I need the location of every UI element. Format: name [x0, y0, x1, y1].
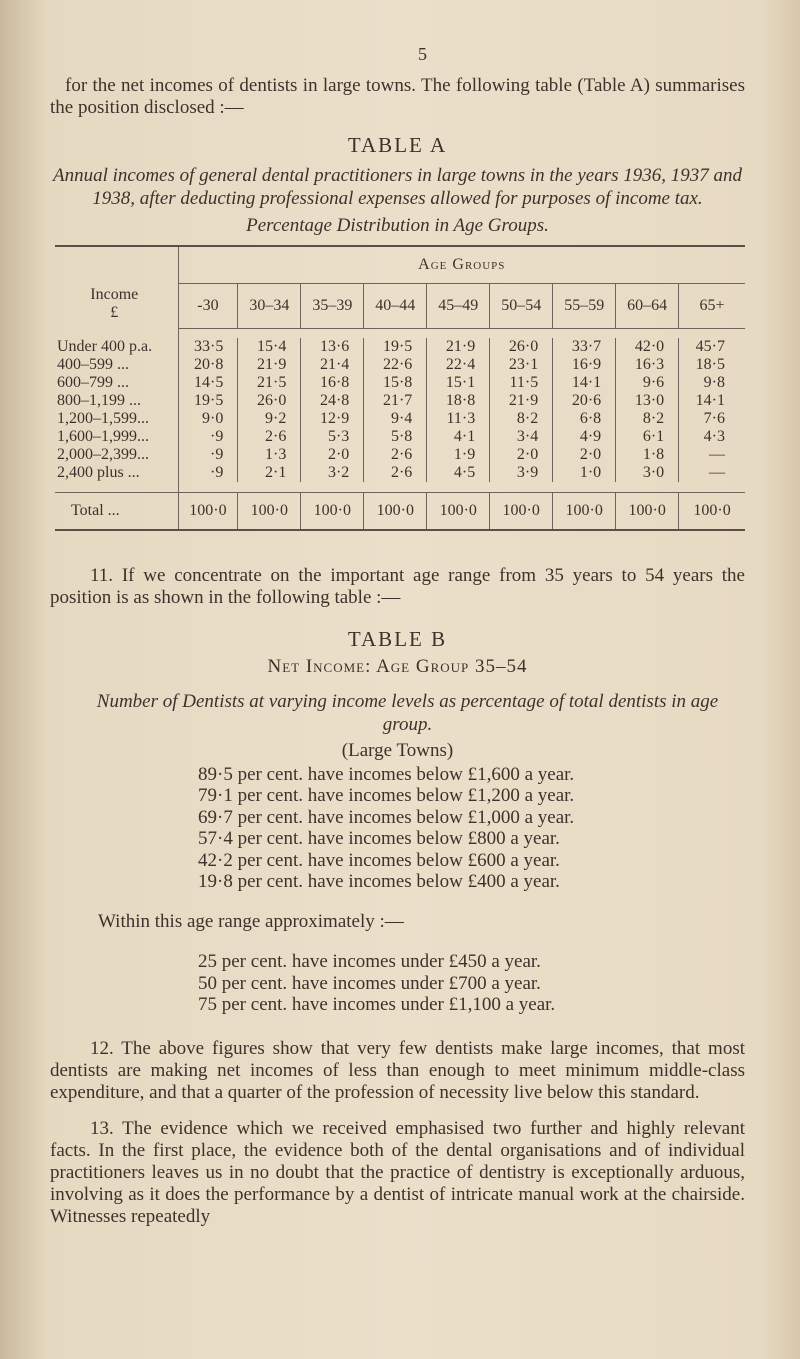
cell-value: 20·8 — [178, 356, 238, 374]
column-header: 30–34 — [238, 283, 301, 328]
cell-value: 16·9 — [553, 356, 616, 374]
column-header: 60–64 — [616, 283, 679, 328]
table-b-title: TABLE B — [347, 626, 448, 651]
cell-value: — — [679, 464, 745, 482]
cell-value: 5·3 — [301, 428, 364, 446]
cell-value: 3·0 — [616, 464, 679, 482]
total-value: 100·0 — [238, 492, 301, 529]
age-groups-header: Age Groups — [178, 247, 745, 283]
total-value: 100·0 — [178, 492, 238, 529]
cell-value: 15·8 — [364, 374, 427, 392]
cell-value: 5·8 — [364, 428, 427, 446]
income-line: 79·1 per cent. have incomes below £1,200 a year. — [198, 785, 575, 807]
cell-value: 21·9 — [427, 338, 490, 356]
table-a-caption: Annual incomes of general dental practitioners in large towns in the years 1936, 1937 and 1938, after deducting professional expenses allowed for purposes of income tax. — [52, 165, 743, 209]
column-header: 65+ — [679, 283, 745, 328]
cell-value: 14·5 — [178, 374, 238, 392]
income-line: 89·5 per cent. have incomes below £1,600 a year. — [198, 763, 575, 785]
cell-value: 26·0 — [490, 338, 553, 356]
cell-value: 9·0 — [178, 410, 238, 428]
approx-line: 50 per cent. have incomes under £700 a year. — [198, 972, 541, 994]
income-header: Income — [90, 286, 139, 303]
cell-value: 6·8 — [553, 410, 616, 428]
table-b-caption: Number of Dentists at varying income levels as percentage of total dentists in age group. — [96, 690, 719, 735]
table-b-lines — [198, 764, 745, 894]
cell-value: 22·6 — [364, 356, 427, 374]
cell-value: 8·2 — [616, 410, 679, 428]
cell-value: 16·3 — [616, 356, 679, 374]
cell-value: 4·1 — [427, 428, 490, 446]
column-header: 45–49 — [427, 283, 490, 328]
cell-value: 21·5 — [238, 374, 301, 392]
table-row — [55, 446, 745, 464]
total-label: Total ... — [55, 492, 178, 529]
cell-value: 23·1 — [490, 356, 553, 374]
income-line: 19·8 per cent. have incomes below £400 a year. — [198, 871, 560, 893]
cell-value: 2·6 — [364, 464, 427, 482]
table-a — [55, 245, 745, 531]
table-b-subtitle: Net Income: Age Group 35–54 — [267, 655, 528, 677]
cell-value: — — [679, 446, 745, 464]
total-value: 100·0 — [679, 492, 745, 529]
cell-value: 6·1 — [616, 428, 679, 446]
total-value: 100·0 — [490, 492, 553, 529]
cell-value: 19·5 — [178, 392, 238, 410]
row-label: 400–599 ... — [57, 356, 129, 373]
income-line: 69·7 per cent. have incomes below £1,000 a year. — [198, 806, 575, 828]
total-value: 100·0 — [553, 492, 616, 529]
cell-value: 45·7 — [679, 338, 745, 356]
cell-value: 9·4 — [364, 410, 427, 428]
row-label: Under 400 p.a. — [57, 338, 153, 355]
cell-value: 2·0 — [553, 446, 616, 464]
table-b-scope: (Large Towns) — [341, 739, 454, 761]
table-row — [55, 338, 745, 356]
cell-value: 1·3 — [238, 446, 301, 464]
cell-value: 11·3 — [427, 410, 490, 428]
row-label: 2,000–2,399... — [57, 446, 149, 463]
total-row — [55, 492, 745, 529]
cell-value: 2·6 — [238, 428, 301, 446]
cell-value: 3·9 — [490, 464, 553, 482]
table-row — [55, 410, 745, 428]
total-value: 100·0 — [616, 492, 679, 529]
cell-value: 3·4 — [490, 428, 553, 446]
cell-value: 20·6 — [553, 392, 616, 410]
row-label: 1,200–1,599... — [57, 410, 149, 427]
cell-value: 42·0 — [616, 338, 679, 356]
cell-value: 21·7 — [364, 392, 427, 410]
intro-paragraph: for the net incomes of dentists in large towns. The following table (Table A) summarises the position disclosed :— — [50, 75, 745, 118]
cell-value: 15·4 — [238, 338, 301, 356]
cell-value: 21·9 — [238, 356, 301, 374]
cell-value: 12·9 — [301, 410, 364, 428]
table-a-subcaption: Percentage Distribution in Age Groups. — [246, 215, 549, 236]
cell-value: 14·1 — [553, 374, 616, 392]
total-value: 100·0 — [301, 492, 364, 529]
cell-value: 24·8 — [301, 392, 364, 410]
cell-value: 13·6 — [301, 338, 364, 356]
cell-value: 21·9 — [490, 392, 553, 410]
table-row — [55, 374, 745, 392]
cell-value: 9·8 — [679, 374, 745, 392]
table-a-title: TABLE A — [347, 133, 448, 157]
cell-value: 1·0 — [553, 464, 616, 482]
cell-value: 3·2 — [301, 464, 364, 482]
cell-value: 18·5 — [679, 356, 745, 374]
cell-value: 33·7 — [553, 338, 616, 356]
row-label: 800–1,199 ... — [57, 392, 141, 409]
table-row — [55, 392, 745, 410]
cell-value: 33·5 — [178, 338, 238, 356]
cell-value: 2·0 — [490, 446, 553, 464]
cell-value: 19·5 — [364, 338, 427, 356]
cell-value: 22·4 — [427, 356, 490, 374]
total-value: 100·0 — [364, 492, 427, 529]
cell-value: 14·1 — [679, 392, 745, 410]
cell-value: 2·1 — [238, 464, 301, 482]
table-row — [55, 356, 745, 374]
cell-value: 1·9 — [427, 446, 490, 464]
table-row — [55, 428, 745, 446]
table-row — [55, 464, 745, 482]
row-label: 1,600–1,999... — [57, 428, 149, 445]
approx-lines — [198, 951, 745, 1016]
cell-value: 2·0 — [301, 446, 364, 464]
income-line: 42·2 per cent. have incomes below £600 a year. — [198, 849, 560, 871]
cell-value: 2·6 — [364, 446, 427, 464]
cell-value: ·9 — [178, 464, 238, 482]
income-unit: £ — [110, 304, 119, 321]
cell-value: ·9 — [178, 428, 238, 446]
column-header: 50–54 — [490, 283, 553, 328]
column-header: -30 — [178, 283, 238, 328]
cell-value: 8·2 — [490, 410, 553, 428]
cell-value: 4·5 — [427, 464, 490, 482]
total-value: 100·0 — [427, 492, 490, 529]
paragraph-11: 11. If we concentrate on the important age range from 35 years to 54 years the position is as shown in the following table :— — [50, 564, 745, 608]
column-header: 40–44 — [364, 283, 427, 328]
cell-value: 15·1 — [427, 374, 490, 392]
cell-value: ·9 — [178, 446, 238, 464]
cell-value: 4·9 — [553, 428, 616, 446]
cell-value: 21·4 — [301, 356, 364, 374]
cell-value: 13·0 — [616, 392, 679, 410]
cell-value: 16·8 — [301, 374, 364, 392]
approx-line: 75 per cent. have incomes under £1,100 a year. — [198, 994, 556, 1016]
cell-value: 26·0 — [238, 392, 301, 410]
paragraph-13: 13. The evidence which we received emphasised two further and highly relevant facts. In the first place, the evidence both of the dental organisations and of individual practitioners leaves us in no doubt that the practice of dentistry is exceptionally arduous, involving as it does the performance by a dentist of intricate manual work at the chairside. Witnesses repeatedly — [50, 1117, 745, 1227]
income-line: 57·4 per cent. have incomes below £800 a year. — [198, 828, 560, 850]
cell-value: 4·3 — [679, 428, 745, 446]
row-label: 2,400 plus ... — [57, 464, 140, 481]
column-header: 55–59 — [553, 283, 616, 328]
cell-value: 11·5 — [490, 374, 553, 392]
cell-value: 9·6 — [616, 374, 679, 392]
paragraph-12: 12. The above figures show that very few dentists make large incomes, that most dentists are making net incomes of less than enough to meet minimum middle-class expenditure, and that a quarter of the profession of necessity live below this standard. — [50, 1037, 745, 1103]
cell-value: 1·8 — [616, 446, 679, 464]
page-number: 5 — [418, 44, 427, 64]
column-header: 35–39 — [301, 283, 364, 328]
cell-value: 9·2 — [238, 410, 301, 428]
cell-value: 7·6 — [679, 410, 745, 428]
approx-line: 25 per cent. have incomes under £450 a year. — [198, 951, 541, 973]
cell-value: 18·8 — [427, 392, 490, 410]
row-label: 600–799 ... — [57, 374, 129, 391]
within-range-text: Within this age range approximately :— — [98, 911, 404, 933]
